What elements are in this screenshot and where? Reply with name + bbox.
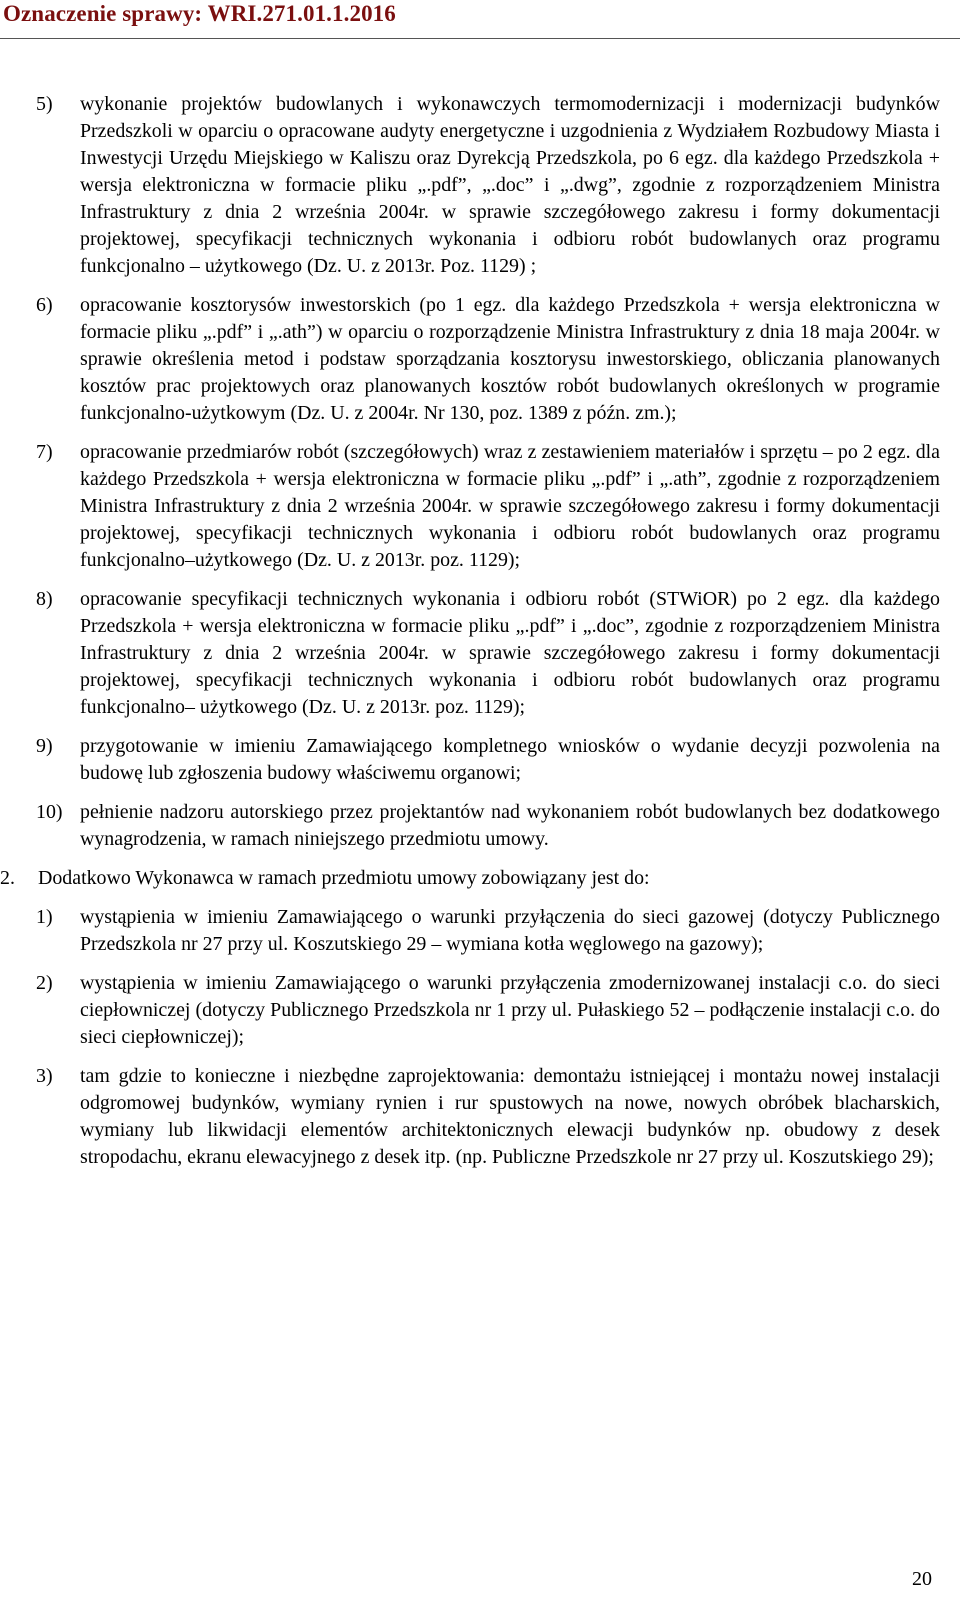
- item-number: 6): [36, 294, 53, 316]
- list-item-5: [0, 91, 940, 280]
- item-text: przygotowanie w imieniu Zamawiającego kompletnego wniosków o wydanie decyzji pozwolenia na budowę lub zgłoszenia budowy właściwemu organowi;: [80, 735, 940, 784]
- document-body: [0, 91, 940, 1183]
- item-number: 8): [36, 588, 53, 610]
- section-2-heading: [0, 865, 940, 892]
- item-number: 5): [36, 93, 53, 115]
- sub-item-3: [0, 1063, 940, 1171]
- section-text: Dodatkowo Wykonawca w ramach przedmiotu umowy zobowiązany jest do:: [38, 867, 650, 889]
- page-header: [0, 0, 960, 39]
- list-item-9: [0, 733, 940, 787]
- item-text: tam gdzie to konieczne i niezbędne zaprojektowania: demontażu istniejącej i montażu nowej instalacji odgromowej budynków, wymiany rynien i rur spustowych na nowe, nowych obróbek blacharskich, wymiany lub likwidacji elementów architektonicznych elewacji budynków np. obudowy z desek stropodachu, ekranu elewacyjnego z desek itp. (np. Publiczne Przedszkole nr 27 przy ul. Koszutskiego 29);: [80, 1065, 940, 1168]
- item-number: 2): [36, 972, 53, 994]
- list-item-6: [0, 292, 940, 427]
- page-number: 20: [912, 1568, 932, 1590]
- item-number: 3): [36, 1065, 53, 1087]
- item-text: opracowanie przedmiarów robót (szczegółowych) wraz z zestawieniem materiałów i sprzętu – po 2 egz. dla każdego Przedszkola + wersja elektroniczna w formacie pliku „.pdf” i „.ath”, zgodnie z rozporządzeniem Ministra Infrastruktury z dnia 2 września 2004r. w sprawie szczegółowego zakresu i formy dokumentacji projektowej, specyfikacji technicznych wykonania i odbioru robót budowlanych oraz programu funkcjonalno–użytkowego (Dz. U. z 2013r. poz. 1129);: [80, 441, 940, 571]
- list-item-7: [0, 439, 940, 574]
- case-reference: Oznaczenie sprawy: WRI.271.01.1.2016: [3, 1, 396, 26]
- item-number: 1): [36, 906, 53, 928]
- item-text: wykonanie projektów budowlanych i wykonawczych termomodernizacji i modernizacji budynków Przedszkoli w oparciu o opracowane audyty energetyczne i uzgodnienia z Wydziałem Rozbudowy Miasta i Inwestycji Urzędu Miejskiego w Kaliszu oraz Dyrekcją Przedszkola, po 6 egz. dla każdego Przedszkola + wersja elektroniczna w formacie pliku „.pdf”, „.doc” i „.dwg”, zgodnie z rozporządzeniem Ministra Infrastruktury z dnia 2 września 2004r. w sprawie szczegółowego zakresu i formy dokumentacji projektowej, specyfikacji technicznych wykonania i odbioru robót budowlanych oraz programu funkcjonalno – użytkowego (Dz. U. z 2013r. Poz. 1129) ;: [80, 93, 940, 277]
- item-number: 10): [36, 801, 63, 823]
- item-text: opracowanie kosztorysów inwestorskich (po 1 egz. dla każdego Przedszkola + wersja elektroniczna w formacie pliku „.pdf” i „.ath”) w oparciu o rozporządzenie Ministra Infrastruktury z dnia 18 maja 2004r. w sprawie określenia metod i podstaw sporządzania kosztorysu inwestorskiego, obliczania planowanych kosztów prac projektowych oraz planowanych kosztów robót budowlanych określonych w programie funkcjonalno-użytkowym (Dz. U. z 2004r. Nr 130, poz. 1389 z późn. zm.);: [80, 294, 940, 424]
- sub-item-2: [0, 970, 940, 1051]
- item-text: pełnienie nadzoru autorskiego przez projektantów nad wykonaniem robót budowlanych bez dodatkowego wynagrodzenia, w ramach niniejszego przedmiotu umowy.: [80, 801, 940, 850]
- sub-item-1: [0, 904, 940, 958]
- list-item-8: [0, 586, 940, 721]
- list-item-10: [0, 799, 940, 853]
- item-text: wystąpienia w imieniu Zamawiającego o warunki przyłączenia zmodernizowanej instalacji c.o. do sieci ciepłowniczej (dotyczy Publicznego Przedszkola nr 1 przy ul. Pułaskiego 52 – podłączenie instalacji c.o. do sieci ciepłowniczej);: [80, 972, 940, 1048]
- item-number: 9): [36, 735, 53, 757]
- item-text: wystąpienia w imieniu Zamawiającego o warunki przyłączenia do sieci gazowej (dotyczy Publicznego Przedszkola nr 27 przy ul. Koszutskiego 29 – wymiana kotła węglowego na gazowy);: [80, 906, 940, 955]
- item-number: 7): [36, 441, 53, 463]
- section-number: 2.: [0, 867, 15, 889]
- item-text: opracowanie specyfikacji technicznych wykonania i odbioru robót (STWiOR) po 2 egz. dla każdego Przedszkola + wersja elektroniczna w formacie pliku „.pdf” i „.doc”, zgodnie z rozporządzeniem Ministra Infrastruktury z dnia 2 września 2004r. w sprawie szczegółowego zakresu i formy dokumentacji projektowej, specyfikacji technicznych wykonania i odbioru robót budowlanych oraz programu funkcjonalno– użytkowego (Dz. U. z 2013r. poz. 1129);: [80, 588, 940, 718]
